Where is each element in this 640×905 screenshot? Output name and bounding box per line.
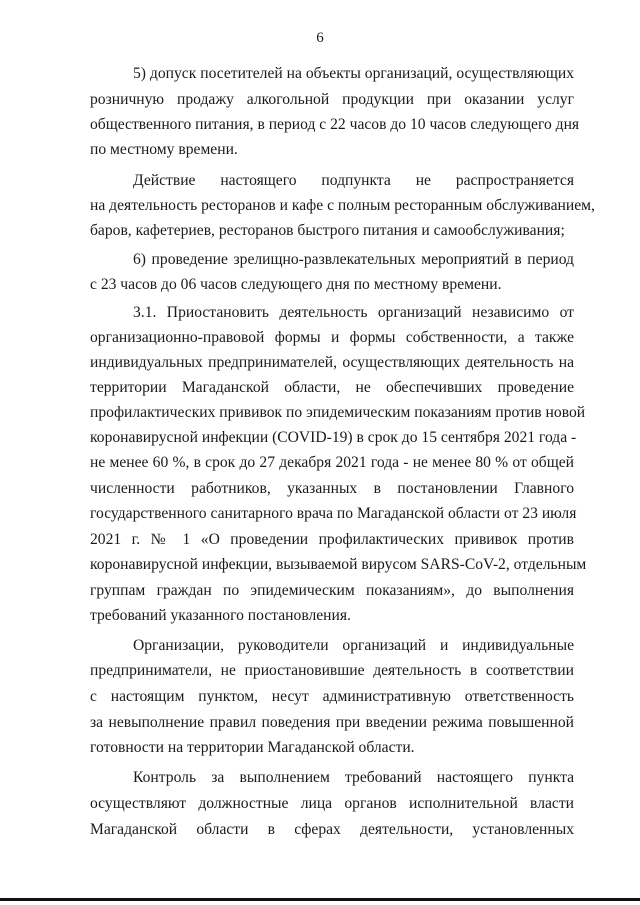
text-line: с 23 часов до 06 часов следующего дня по местному времени.	[90, 276, 502, 293]
text-line: предприниматели, не приостановившие деятельность в соответствии	[90, 662, 574, 679]
text-line: организационно-правовой формы и формы собственности, а также	[90, 329, 574, 346]
text-line: по местному времени.	[90, 141, 238, 158]
text-line: Контроль за выполнением требований настоящего пункта	[133, 769, 574, 786]
text-line: общественного питания, в период с 22 часов до 10 часов следующего дня	[90, 116, 580, 133]
text-line: коронавирусной инфекции, вызываемой вирусом SARS-CoV-2, отдельным	[90, 556, 587, 573]
text-line: 3.1. Приостановить деятельность организаций независимо от	[133, 304, 574, 321]
text-line: территории Магаданской области, не обеспечивших проведение	[90, 379, 574, 396]
page-number: 6	[316, 30, 324, 46]
page-bottom-border	[0, 898, 640, 901]
text-line: на деятельность ресторанов и кафе с полным ресторанным обслуживанием,	[90, 197, 595, 214]
text-line: Действие настоящего подпункта не распространяется	[133, 172, 574, 189]
text-line: за невыполнение правил поведения при введении режима повышенной	[90, 714, 574, 731]
text-line: Магаданской области в сферах деятельности, установленных	[90, 821, 574, 838]
text-line: государственного санитарного врача по Магаданской области от 23 июля	[90, 505, 577, 522]
text-line: требований указанного постановления.	[90, 607, 351, 624]
text-line: 5) допуск посетителей на объекты организаций, осуществляющих	[133, 65, 574, 82]
text-line: группам граждан по эпидемическим показаниям», до выполнения	[90, 582, 574, 599]
text-line: баров, кафетериев, ресторанов быстрого питания и самообслуживания;	[90, 222, 565, 239]
text-line: розничную продажу алкогольной продукции при оказании услуг	[90, 91, 574, 108]
text-line: профилактических прививок по эпидемическим показаниям против новой	[90, 404, 586, 421]
text-line: Организации, руководители организаций и индивидуальные	[133, 637, 574, 654]
text-line: индивидуальных предпринимателей, осуществляющих деятельность на	[90, 354, 574, 371]
text-line: с настоящим пунктом, несут административную ответственность	[90, 688, 574, 705]
text-line: осуществляют должностные лица органов исполнительной власти	[90, 795, 574, 812]
text-line: 6) проведение зрелищно-развлекательных мероприятий в период	[133, 251, 574, 268]
text-line: численности работников, указанных в постановлении Главного	[90, 480, 574, 497]
text-line: 2021 г. № 1 «О проведении профилактических прививок против	[90, 531, 574, 548]
text-line: не менее 60 %, в срок до 27 декабря 2021 года - не менее 80 % от общей	[90, 454, 574, 471]
text-line: готовности на территории Магаданской области.	[90, 739, 415, 756]
text-line: коронавирусной инфекции (COVID-19) в срок до 15 сентября 2021 года -	[90, 429, 577, 446]
